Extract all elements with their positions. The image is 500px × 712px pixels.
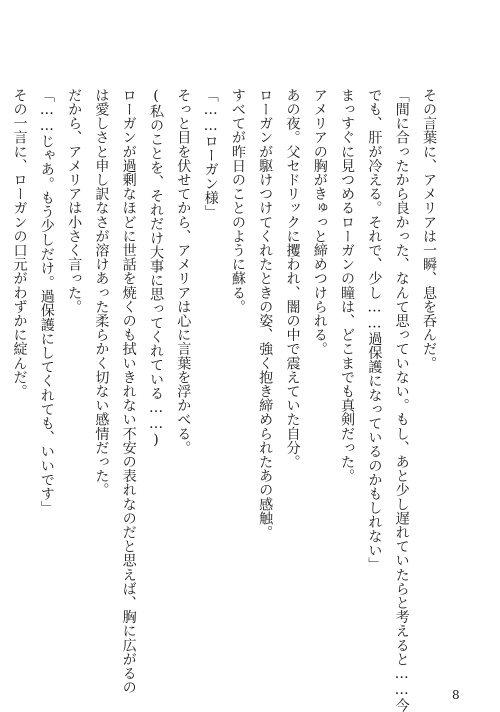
text-line-16: その一言に、ローガンの口元がわずかに綻んだ。 <box>11 88 28 399</box>
text-line-2: 「間に合ったから良かった、なんて思っていない。もし、あと少し遅れていたらと考えると……今 <box>393 88 410 712</box>
vertical-text-body <box>0 88 442 712</box>
text-line-8: すべてが昨日のことのように蘇る。 <box>229 88 246 314</box>
text-line-6: あの夜。父セドリックに攫われ、闇の中で震えていた自分。 <box>284 88 301 469</box>
text-line-15: 「……じゃあ。もう少しだけ。過保護にしてくれても、いいです」 <box>38 88 55 515</box>
text-line-13: は愛しさと申し訳なさが溶けあった柔らかく切ない感情だった。 <box>93 88 110 497</box>
text-line-3: でも、肝が冷える。それで、少し……過保護になっているのかもしれない」 <box>366 88 383 572</box>
text-line-5: アメリアの胸がきゅっと締めつけられる。 <box>311 88 328 356</box>
text-line-9: 「……ローガン様」 <box>202 88 219 219</box>
text-line-12: ローガンが過剰なほどに世話を焼くのも拭いきれない不安の表れなのだと思えば、胸に広がるの <box>120 88 137 695</box>
text-line-10: そっと目を伏せてから、アメリアは心に言葉を浮かべる。 <box>175 88 192 455</box>
text-line-17 <box>0 88 5 653</box>
text-line-1: その言葉に、アメリアは一瞬、息を呑んだ。 <box>421 88 437 370</box>
text-line-7: ローガンが駆けつけてくれたときの姿、強く抱き締められたあの感触。 <box>257 88 274 540</box>
text-line-14: だから、アメリアは小さく言った。 <box>66 88 83 314</box>
page-number: 8 <box>452 688 460 702</box>
text-line-4: まっすぐに見つめるローガンの瞳は、どこまでも真剣だった。 <box>339 88 356 483</box>
text-line-11: (私のことを、それだけ大事に思ってくれている……) <box>148 88 165 449</box>
